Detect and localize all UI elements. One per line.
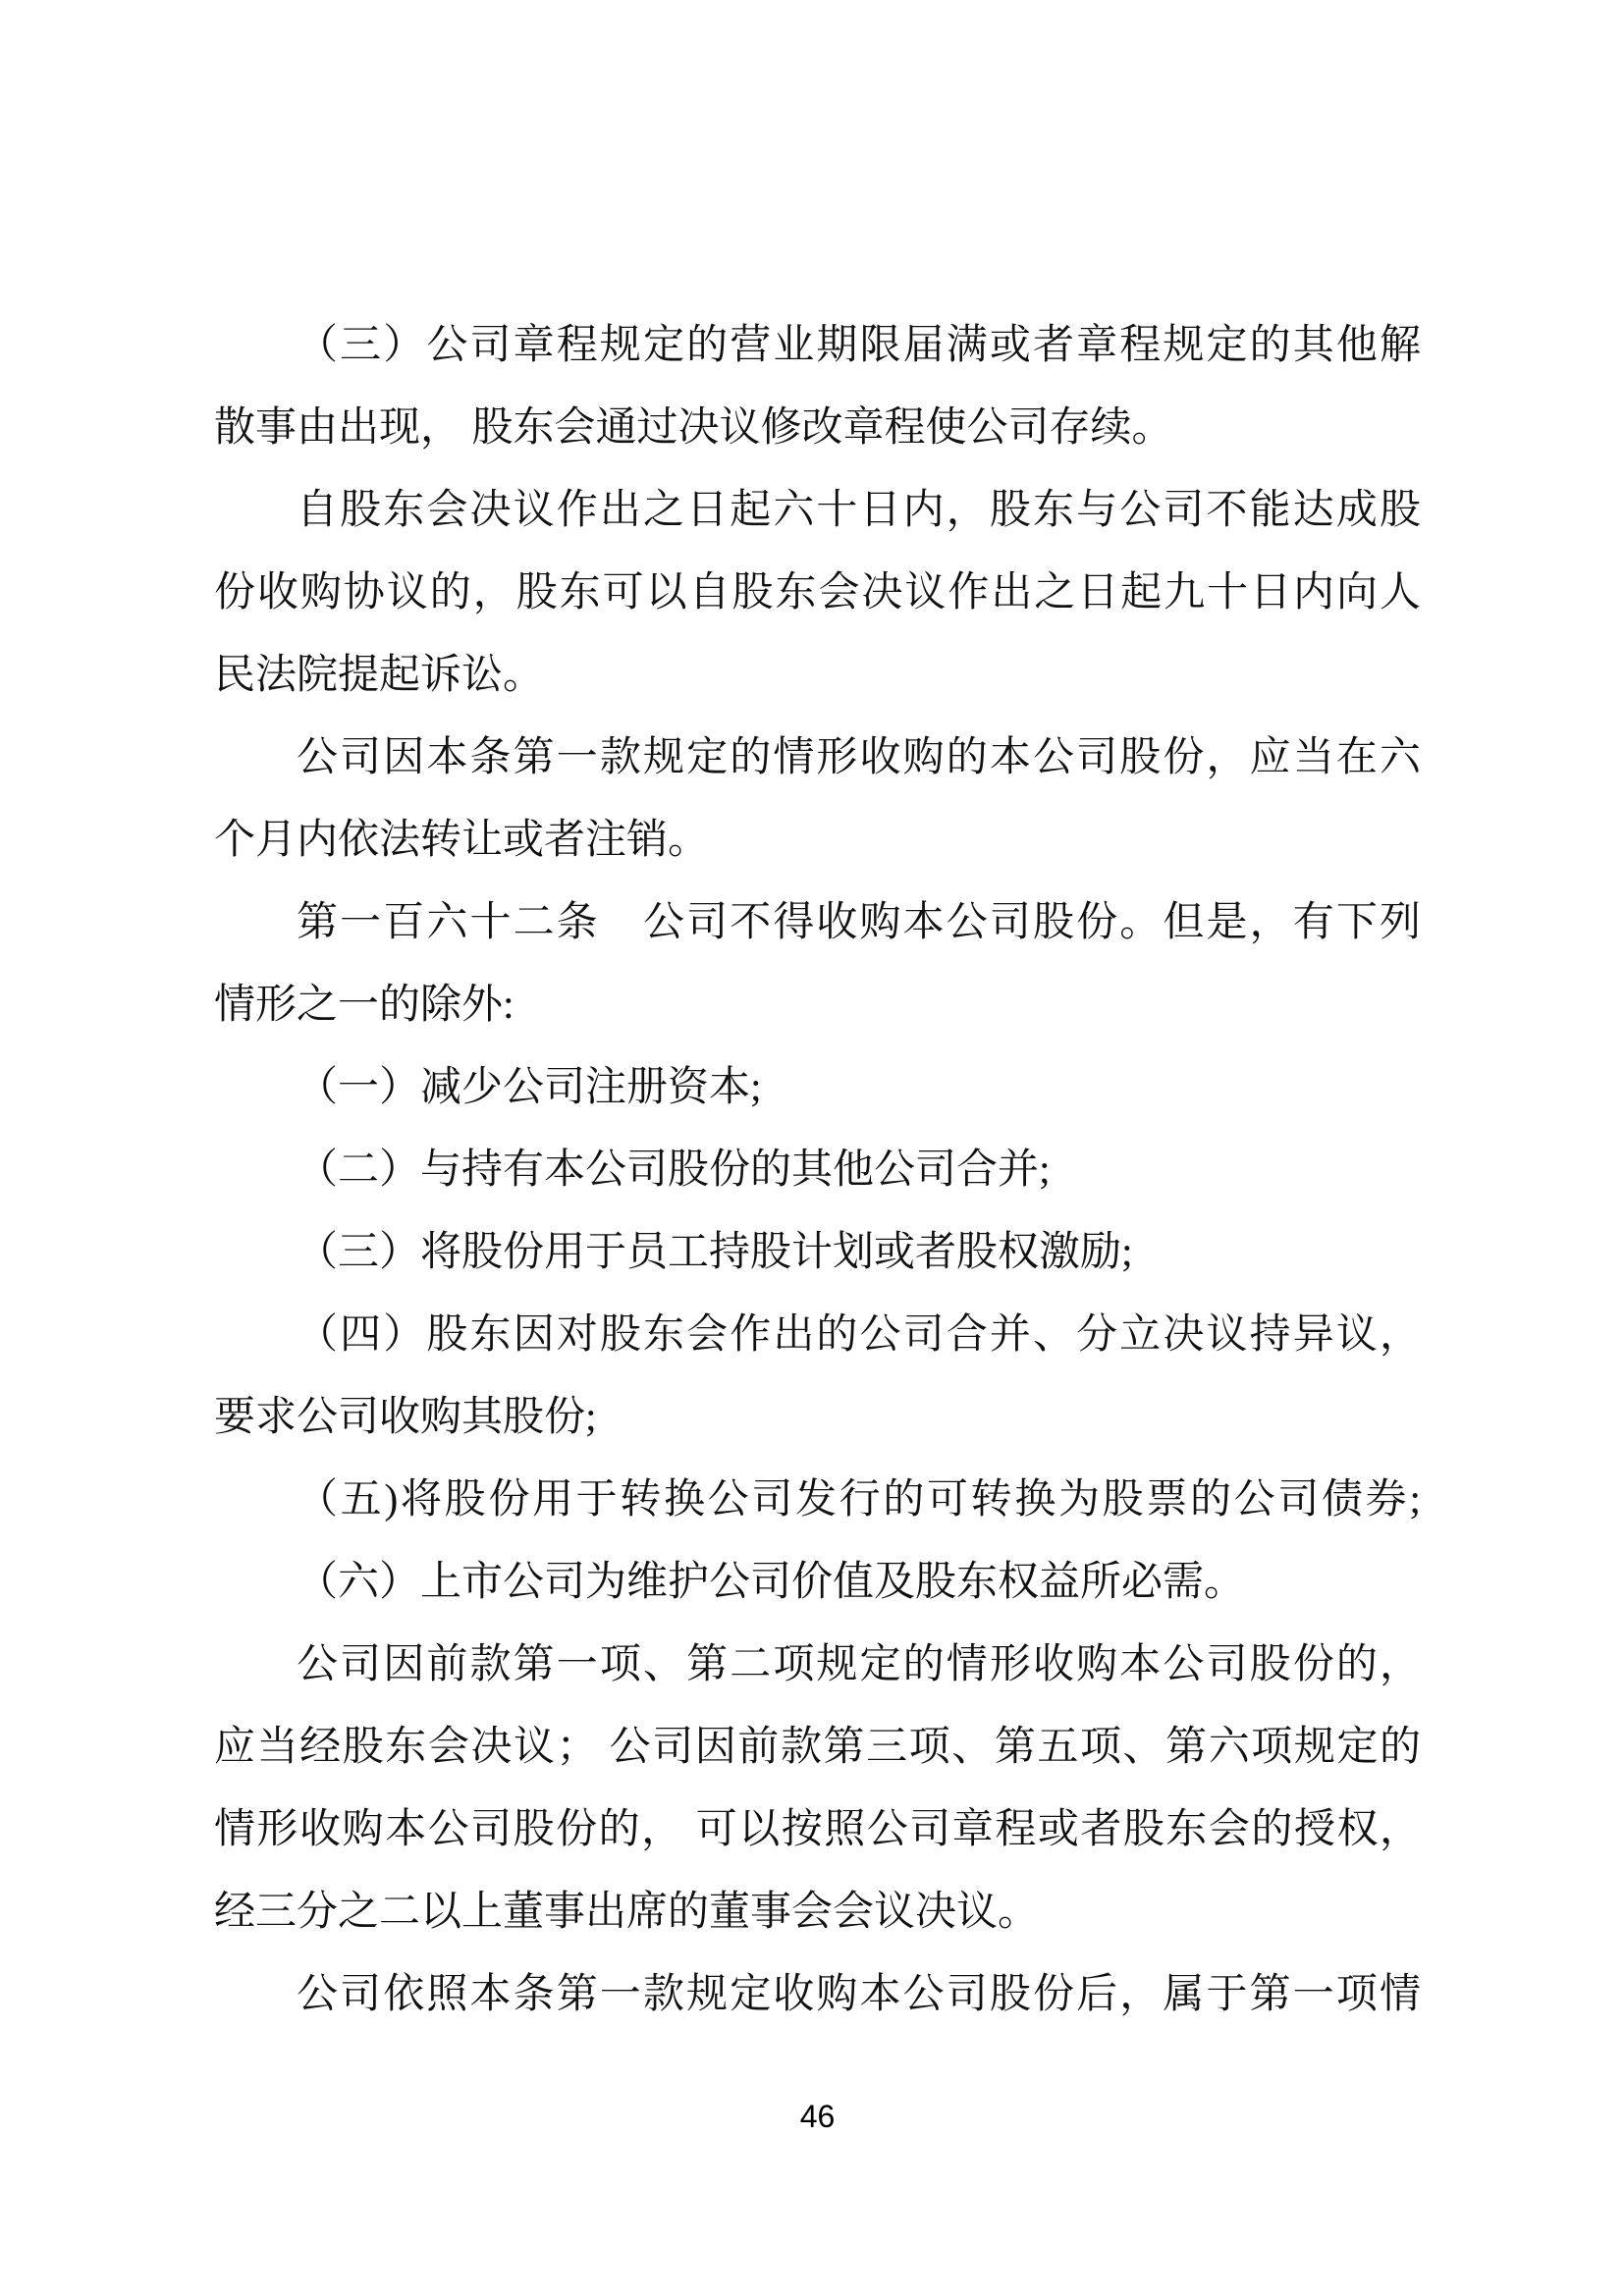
text-line: （五)将股份用于转换公司发行的可转换为股票的公司债券; xyxy=(297,1477,1421,1522)
text-line: （一）减少公司注册资本; xyxy=(297,1065,762,1110)
text-line: （六）上市公司为维护公司价值及股东权益所必需。 xyxy=(297,1560,1246,1605)
text-line: （四）股东因对股东会作出的公司合并、分立决议持异议， xyxy=(297,1312,1421,1358)
text-line: 公司因本条第一款规定的情形收购的本公司股份，应当在六 xyxy=(297,735,1421,780)
text-line: 公司依照本条第一款规定收购本公司股份后，属于第一项情 xyxy=(297,1972,1421,2017)
text-line: 经三分之二以上董事出席的董事会会议决议。 xyxy=(214,1890,1040,1935)
text-line: （三）将股份用于员工持股计划或者股权激励; xyxy=(297,1230,1133,1275)
page-number: 46 xyxy=(799,2099,836,2134)
text-line: （二）与持有本公司股份的其他公司合并; xyxy=(297,1148,1051,1193)
text-line: 要求公司收购其股份; xyxy=(214,1395,597,1440)
text-line: 情形之一的除外: xyxy=(214,983,514,1028)
text-line: （三）公司章程规定的营业期限届满或者章程规定的其他解 xyxy=(297,323,1421,368)
text-line: 散事由出现， 股东会通过决议修改章程使公司存续。 xyxy=(214,405,1173,451)
text-line: 情形收购本公司股份的， 可以按照公司章程或者股东会的授权， xyxy=(214,1807,1421,1852)
text-line: 民法院提起诉讼。 xyxy=(214,653,545,698)
text-line: 应当经股东会决议； 公司因前款第三项、第五项、第六项规定的 xyxy=(214,1725,1421,1770)
text-block xyxy=(214,304,1421,2036)
text-line: 份收购协议的，股东可以自股东会决议作出之日起九十日内向人 xyxy=(214,570,1421,615)
text-line: 公司因前款第一项、第二项规定的情形收购本公司股份的， xyxy=(297,1642,1421,1687)
text-line: 第一百六十二条 公司不得收购本公司股份。但是，有下列 xyxy=(297,900,1421,945)
text-line: 自股东会决议作出之日起六十日内，股东与公司不能达成股 xyxy=(297,488,1421,533)
text-line: 个月内依法转让或者注销。 xyxy=(214,818,710,863)
